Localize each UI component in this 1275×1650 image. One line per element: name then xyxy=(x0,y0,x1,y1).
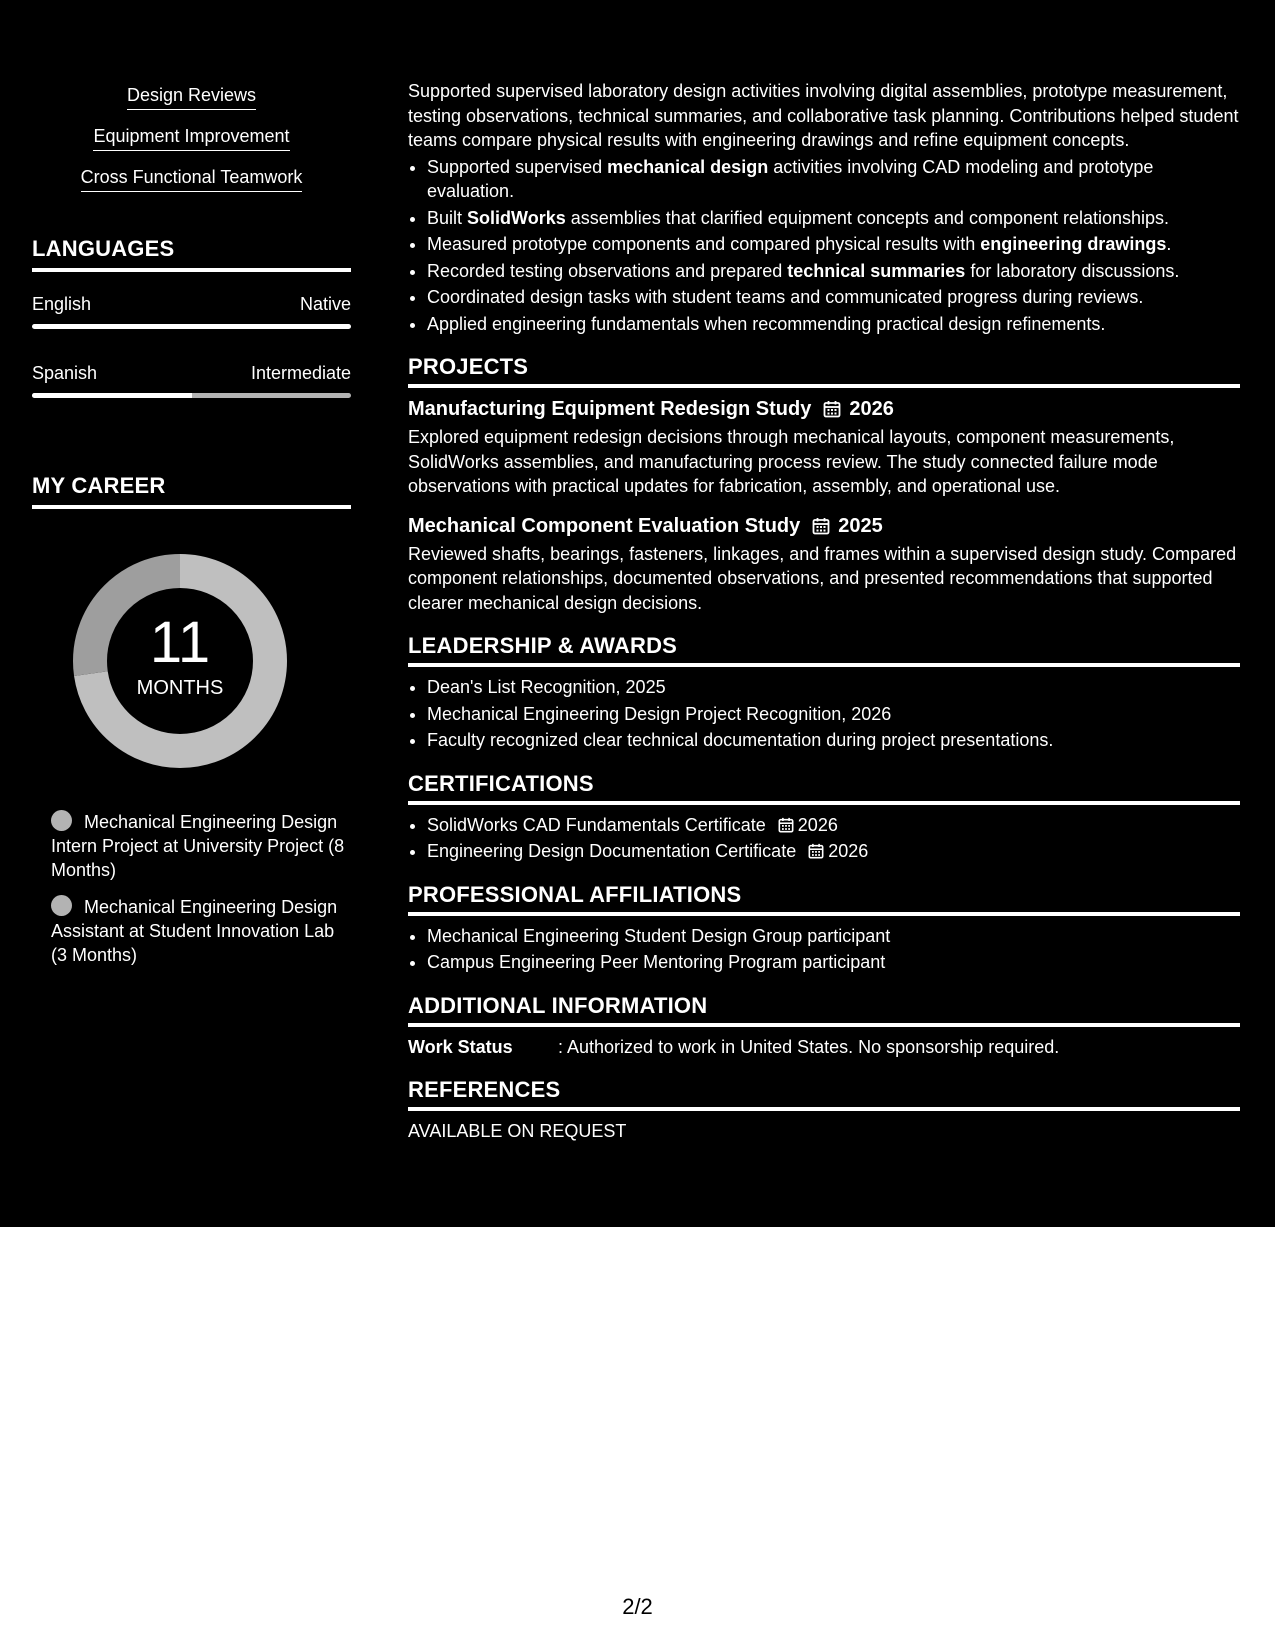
work-status-value: : Authorized to work in United States. No sponsorship required. xyxy=(558,1036,1060,1057)
certification-item xyxy=(427,813,1240,838)
career-item xyxy=(32,810,351,882)
additional-heading: ADDITIONAL INFORMATION xyxy=(408,993,1240,1027)
affiliation-item: • Mechanical Engineering Student Design Group participant xyxy=(427,924,1240,949)
project-item xyxy=(408,396,1240,499)
skill-item: Design Reviews xyxy=(127,84,256,110)
references-text: AVAILABLE ON REQUEST xyxy=(408,1120,627,1141)
skill-item: Equipment Improvement xyxy=(93,125,289,151)
project-description: Explored equipment redesign decisions through mechanical layouts, component measurements, SolidWorks assemblies, and manufacturing process review. The study connected failure mode observations with practical updates for fabrication, assembly, and operational use. xyxy=(408,427,1175,496)
leadership-list xyxy=(408,675,1240,753)
language-level: Intermediate xyxy=(250,363,351,383)
career-donut-chart xyxy=(32,548,351,774)
affiliations-list xyxy=(408,924,1240,975)
language-level: Native xyxy=(299,294,351,314)
career-dot-icon xyxy=(51,810,72,831)
calendar-icon xyxy=(812,517,830,535)
language-proficiency-bar xyxy=(32,393,351,398)
career-item-text: Mechanical Engineering Design Assistant at Student Innovation Lab (3 Months) xyxy=(51,897,338,965)
experience-bullet: • Applied engineering fundamentals when recommending practical design refinements. xyxy=(427,312,1240,337)
experience-summary: Supported supervised laboratory design activities involving digital assemblies, prototype measurement, testing observations, technical summaries, and collaborative task planning. Contributions helped student teams compare physical results with engineering drawings and refine equipment concepts. xyxy=(408,81,1239,150)
leadership-item: • Faculty recognized clear technical documentation during project presentations. xyxy=(427,728,1240,753)
experience-bullet: • Recorded testing observations and prepared technical summaries for laboratory discussions. xyxy=(427,259,1240,284)
language-spanish xyxy=(32,362,351,398)
project-title: Mechanical Component Evaluation Study xyxy=(408,514,801,537)
calendar-icon xyxy=(823,400,841,418)
project-year: 2026 xyxy=(849,398,894,420)
leadership-heading: LEADERSHIP & AWARDS xyxy=(408,633,1240,667)
projects-heading: PROJECTS xyxy=(408,354,1240,388)
languages-heading: LANGUAGES xyxy=(32,236,351,272)
experience-bullet: • Built SolidWorks assemblies that clarified equipment concepts and component relationships. xyxy=(427,206,1240,231)
career-item-text: Mechanical Engineering Design Intern Project at University Project (8 Months) xyxy=(51,812,345,880)
language-english xyxy=(32,293,351,329)
certification-name: • Engineering Design Documentation Certificate xyxy=(427,841,797,861)
experience-bullet: • Supported supervised mechanical design activities involving CAD modeling and prototype evaluation. xyxy=(427,155,1240,204)
leadership-item: • Mechanical Engineering Design Project Recognition, 2026 xyxy=(427,702,1240,727)
calendar-icon xyxy=(808,843,824,859)
sidebar xyxy=(32,84,351,980)
language-proficiency-fill xyxy=(32,393,192,398)
language-proficiency-fill xyxy=(32,324,351,329)
career-item xyxy=(32,895,351,967)
main-content xyxy=(408,79,1240,1143)
career-dot-icon xyxy=(51,895,72,916)
affiliation-item: • Campus Engineering Peer Mentoring Program participant xyxy=(427,950,1240,975)
project-description: Reviewed shafts, bearings, fasteners, linkages, and frames within a supervised design study. Compared component relationships, documented observations, and presented recommendations that supported clearer mechanical design decisions. xyxy=(408,543,1237,613)
work-status-label: Work Status xyxy=(408,1036,513,1057)
experience-bullets xyxy=(408,155,1240,337)
references-heading: REFERENCES xyxy=(408,1077,1240,1111)
affiliations-heading: PROFESSIONAL AFFILIATIONS xyxy=(408,882,1240,916)
career-unit: MONTHS xyxy=(136,677,224,699)
project-item xyxy=(408,513,1240,616)
language-name: Spanish xyxy=(32,363,98,383)
certifications-list xyxy=(408,813,1240,864)
page-number: 2/2 xyxy=(622,1594,653,1619)
certification-name: • SolidWorks CAD Fundamentals Certificate xyxy=(427,814,766,835)
project-title: Manufacturing Equipment Redesign Study xyxy=(408,398,812,420)
certifications-heading: CERTIFICATIONS xyxy=(408,771,1240,805)
career-list xyxy=(32,810,351,967)
work-status-row xyxy=(408,1035,1240,1059)
certification-year: 2026 xyxy=(828,841,869,861)
career-total: 11 xyxy=(149,610,211,675)
career-heading: MY CAREER xyxy=(32,473,351,509)
experience-bullet: • Coordinated design tasks with student teams and communicated progress during reviews. xyxy=(427,285,1240,310)
experience-bullet: • Measured prototype components and compared physical results with engineering drawings. xyxy=(427,232,1240,257)
project-year: 2025 xyxy=(838,514,883,537)
language-proficiency-bar xyxy=(32,324,351,329)
skill-item: Cross Functional Teamwork xyxy=(81,166,303,192)
calendar-icon xyxy=(778,817,794,833)
certification-item xyxy=(427,839,1240,864)
certification-year: 2026 xyxy=(797,814,838,835)
leadership-item: • Dean's List Recognition, 2025 xyxy=(427,675,1240,700)
language-name: English xyxy=(32,294,92,314)
skills-list xyxy=(32,84,351,192)
